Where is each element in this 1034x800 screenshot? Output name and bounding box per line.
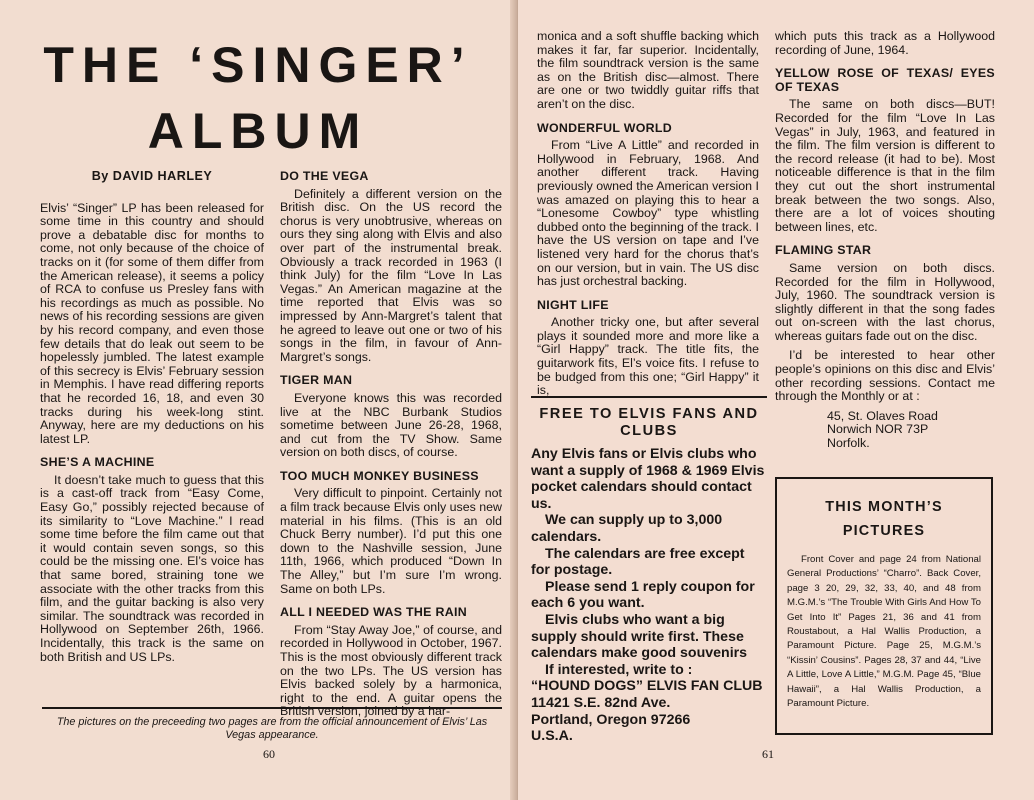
left-page (0, 0, 516, 800)
pictures-box-text: Front Cover and page 24 from National General Productions’ “Charro”. Back Cover, page 3 20, 29, 32, 33, 40, and 48 from M.G.M.’s “The Trouble With Girls And How To Get Into It” Pages 21, 36 and 41 from Roustabout, a Hal Wallis Production, a Paramount Picture. Page 25, M.G.M.’s “Kissin’ Cousins”. Pages 28, 37 and 44, “Live A Little, Love A Little,” M.G.M. Page 45, “Blue Hawaii”, a Hal Wallis Production, a Paramount Picture. (787, 554, 981, 710)
left-column-1 (40, 170, 264, 664)
section-paragraph: From “Stay Away Joe,” of course, and recorded in Hollywood in October, 1967. This is the most obviously different track on the two LPs. The US version has Elvis backed solely by a harmonica, right to the end. A guitar opens the British version, joined by a har- (280, 622, 502, 719)
advert-address-line: Portland, Oregon 97266 (531, 711, 691, 728)
left-col2-sections (280, 170, 502, 719)
left-column-2 (280, 160, 502, 719)
section-heading: NIGHT LIFE (537, 297, 609, 312)
right-col1-sections (537, 122, 759, 398)
section-heading: DO THE VEGA (280, 169, 369, 183)
article-title-line2: ALBUM (147, 103, 369, 159)
left-col1-sections (40, 456, 264, 664)
section-paragraph: From “Live A Little” and recorded in Hollywood in February, 1968. And another different track. Having previously owned the American version I was amazed on playing this to hear a “Lonesome Cowboy” type whistling dubbed onto the beginning of the track. I have the US version on tape and I’ve listened very hard for the chorus that’s on our version, but in vain. The US disc has just orchestral backing. (537, 138, 759, 289)
right-column-2 (775, 30, 995, 451)
byline: By DAVID HARLEY (91, 169, 213, 183)
advert-body (531, 446, 767, 678)
address-line: Norwich NOR 73P (827, 422, 929, 437)
section-heading: FLAMING STAR (775, 243, 872, 258)
page-number-left: 60 (263, 747, 275, 761)
section-heading: WONDERFUL WORLD (537, 120, 673, 135)
advert-paragraph: We can supply up to 3,000 calendars. (531, 512, 723, 545)
section-heading: SHE’S A MACHINE (40, 455, 155, 470)
section-heading: TOO MUCH MONKEY BUSINESS (280, 468, 479, 483)
picture-caption: The pictures on the preceeding two pages are from the official announcement of Elvis’ Las Vegas appearance. (42, 707, 502, 742)
page-number-right: 61 (762, 747, 774, 761)
author-address (827, 410, 995, 451)
calendar-advert (531, 396, 767, 745)
section-paragraph: The same on both discs—BUT! Recorded for the film “Love In Las Vegas” in July, 1963, and featured in the film. The film version is different to the record release (it had to be). Most noticeable difference is that in the film they cut out the short instrumental break between the two songs. Also, there are a lot of voices shouting between lines, etc. (775, 97, 995, 234)
continuation-paragraph: monica and a soft shuffle backing which makes it far, far superior. Incidentally, the film soundtrack version is the same as on the British disc—almost. There are one or two twiddly guitar riffs that aren’t on the disc. (537, 29, 759, 111)
section-paragraph: Very difficult to pinpoint. Certainly not a film track because Elvis only uses new material in his films. (This is an old Chuck Berry number). I’d put this one down to the Nashville session, June 11th, 1966, which produced “Down In The Alley,” but I’m sure I’m wrong. Same on both LPs. (280, 486, 502, 596)
article-title-line1: THE ‘SINGER’ (43, 37, 473, 93)
address-line: Norfolk. (827, 436, 870, 451)
section-paragraph: Another tricky one, but after several plays it sounded more and more like a “Girl Happy” track. The title fits, the guitarwork fits, El’s voice fits. I refuse to be budged from this one; “Girl Happy” it is, (537, 315, 759, 398)
advert-paragraph: The calendars are free except for postage. (531, 545, 745, 579)
section-heading: ALL I NEEDED WAS THE RAIN (280, 605, 467, 620)
advert-paragraph: Elvis clubs who want a big supply should write first. These calendars make good souvenirs (531, 611, 748, 662)
section-paragraph: Same version on both discs. Recorded for the film in Hollywood, July, 1960. The soundtrack version is slightly different in that the song fades out on-screen with the last chorus, whereas guitars fade out on the disc. (775, 260, 995, 343)
section-paragraph: Everyone knows this was recorded live at the NBC Burbank Studios sometime between June 26-28, 1968, and cut from the TV Show. Same version on both discs, of course. (280, 390, 502, 460)
section-paragraph: Definitely a different version on the British disc. On the US record the chorus is very unobtrusive, whereas on ours they sing along with Elvis and also over part of the instrumental break. Obviously a track recorded in 1963 (I think July) for the film “Love In Las Vegas.” An American magazine at the time reported that Elvis was so impressed by Ann-Margret’s talent that he agreed to leave out one or two of his songs in the film, in favour of Ann-Margret’s songs. (280, 186, 502, 364)
pictures-credit-box (775, 477, 993, 735)
right-col2-sections (775, 67, 995, 343)
pictures-box-heading: THIS MONTH’S PICTURES (825, 499, 943, 539)
continuation-paragraph-2: which puts this track as a Hollywood recording of June, 1964. (775, 29, 995, 57)
advert-paragraph: Please send 1 reply coupon for each 6 you want. (531, 578, 755, 612)
section-paragraph: It doesn’t take much to guess that this is a cast-off track from “Easy Come, Easy Go,” possibly rejected because of its similarity to “Love Machine.” I read some time before the film came out that it would contain seven songs, so this could be the missing one. El’s voice has that same bored, straining tone we associate with the other tracks from this film, and the guitar backing is also very similar. The soundtrack was recorded in Hollywood on September 26th, 1966. Incidentally, this track is the same on both British and US LPs. (40, 472, 264, 664)
advert-address-line: U.S.A. (531, 728, 573, 745)
intro-paragraph: Elvis’ “Singer” LP has been released for some time in this country and should prove a debatable disc for months to come, not only because of the choice of tracks on it (for some of them differ from the American release), it seems a policy of RCA to confuse us Presley fans with his recordings as much as possible. No news of his recording sessions are given by his record company, and even those few details that do leak out seem to be hopelessly jumbled. The latest example of this secrecy is Elvis’ February session in Memphis. I have read differing reports that he recorded 16, 18, and even 30 tracks during his week-long stint. Anyway, here are my deductions on his latest LP. (40, 200, 264, 446)
closing-paragraph: I’d be interested to hear other people’s opinions on this disc and Elvis’ other recording sessions. Contact me through the Monthly or at : (775, 348, 995, 404)
advert-heading: FREE TO ELVIS FANS AND CLUBS (539, 406, 759, 439)
right-column-1 (537, 30, 759, 398)
advert-address-line: “HOUND DOGS” ELVIS FAN CLUB (531, 678, 763, 695)
section-heading: TIGER MAN (280, 373, 353, 388)
advert-address (531, 678, 767, 744)
section-heading: YELLOW ROSE OF TEXAS/ EYES OF TEXAS (775, 66, 995, 94)
advert-address-line: 11421 S.E. 82nd Ave. (531, 694, 671, 711)
address-line: 45, St. Olaves Road (827, 408, 938, 423)
advert-paragraph: Any Elvis fans or Elvis clubs who want a supply of 1968 & 1969 Elvis pocket calendars should contact us. (531, 446, 765, 512)
advert-paragraph: If interested, write to : (545, 661, 693, 678)
